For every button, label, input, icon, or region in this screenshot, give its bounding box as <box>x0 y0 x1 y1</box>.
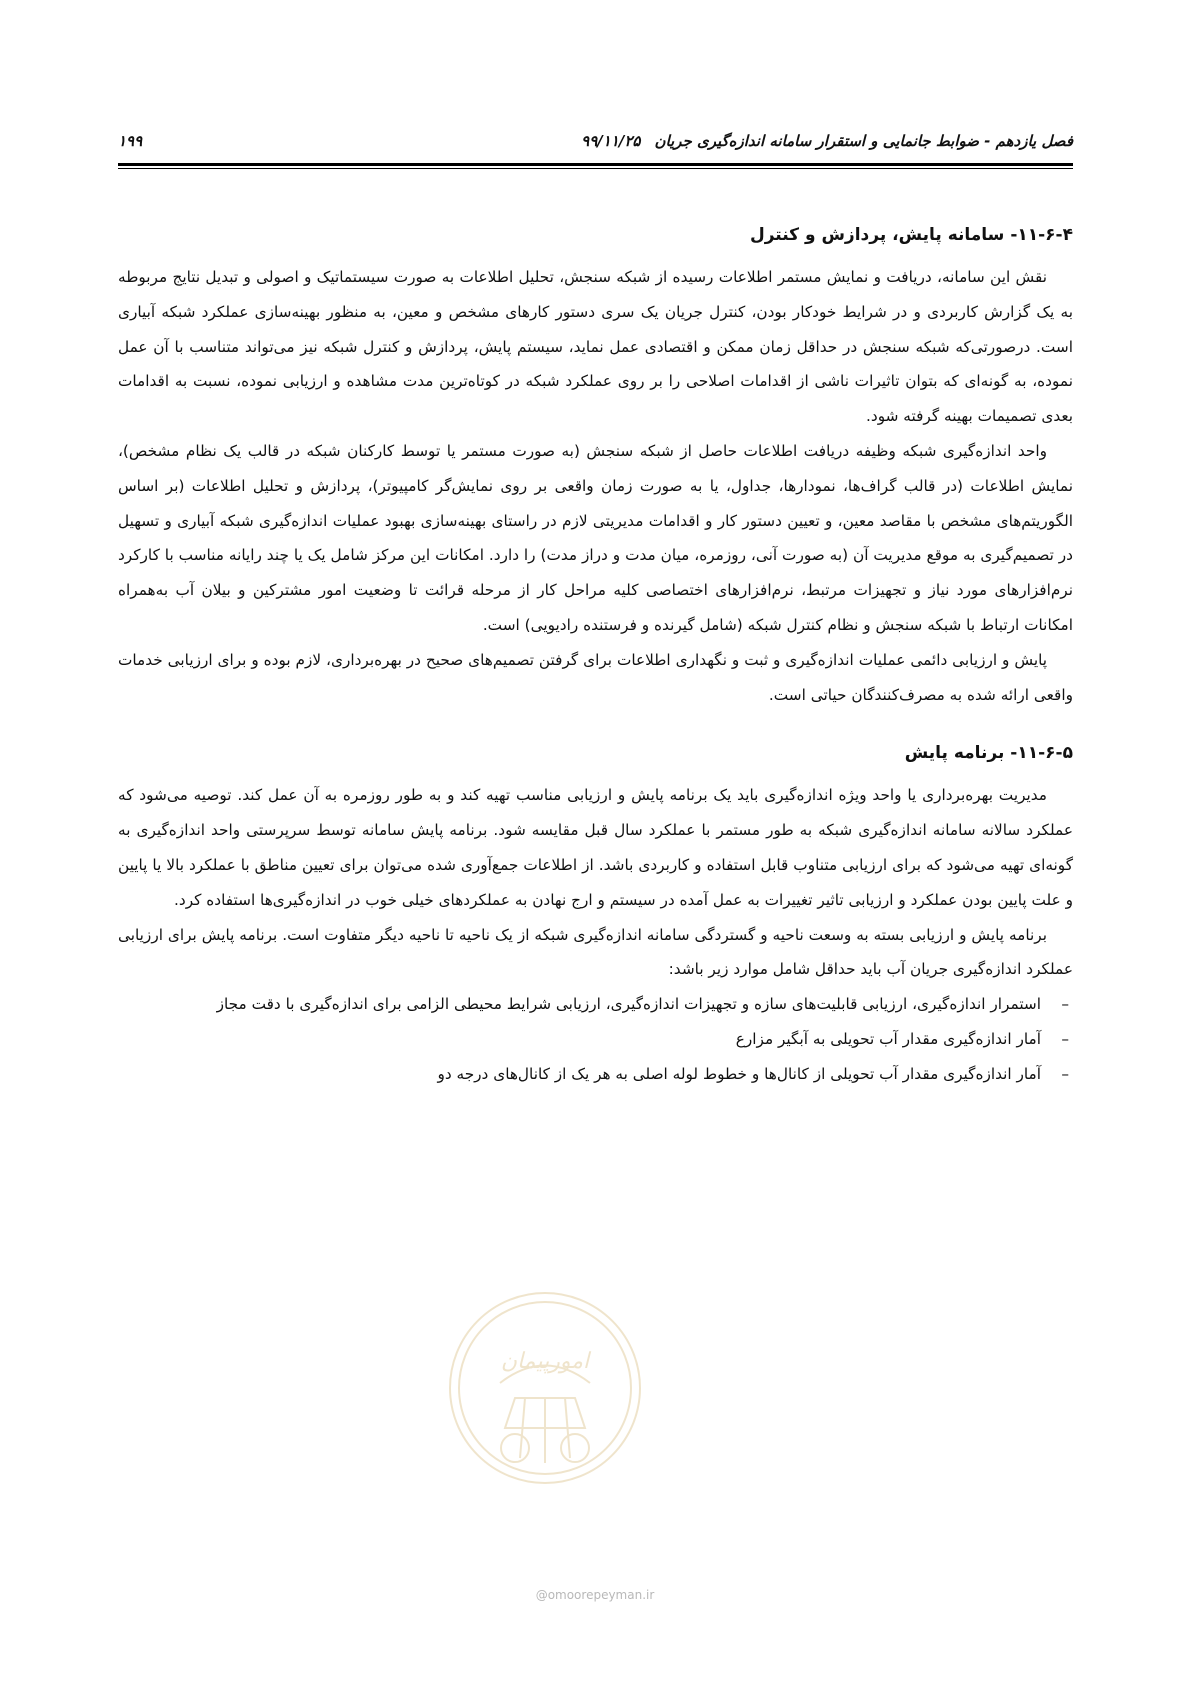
paragraph: مدیریت بهره‌برداری یا واحد ویژه اندازه‌گیری باید یک برنامه پایش و ارزیابی مناسب تهیه کند و به طور روزمره به آن عمل کند. توصیه می‌شود که عملکرد سالانه سامانه اندازه‌گیری شبکه به طور مستمر با عملکرد سال قبل مقایسه شود. برنامه پایش سامانه توسط سرپرستی واحد اندازه‌گیری به گونه‌ای تهیه می‌شود که برای ارزیابی متناوب قابل استفاده و کاربردی باشد. از اطلاعات جمع‌آوری شده می‌توان برای تعیین مناطق با عملکرد بالا یا پایین و علت پایین بودن عملکرد و ارزیابی تاثیر تغییرات به عمل آمده در سیستم و ارج نهادن به عملکردهای خیلی خوب در اندازه‌گیری‌ها استفاده کرد. <box>118 786 1073 909</box>
bullet-list <box>118 987 1073 1091</box>
list-item <box>118 1022 1073 1057</box>
paragraph: پایش و ارزیابی دائمی عملیات اندازه‌گیری و ثبت و نگهداری اطلاعات برای گرفتن تصمیم‌های صحیح در بهره‌برداری، لازم بوده و برای ارزیابی خدمات واقعی ارائه شده به مصرف‌کنندگان حیاتی است. <box>118 650 1073 704</box>
header-divider <box>118 163 1073 169</box>
section-heading-monitoring-program: ۱۱-۶-۵- برنامه پایش <box>904 743 1073 764</box>
chapter-title <box>581 132 1073 150</box>
watermark-logo-text: امورپیمان <box>500 1349 590 1374</box>
page-header <box>118 132 1073 160</box>
paragraph: نقش این سامانه، دریافت و نمایش مستمر اطلاعات رسیده از شبکه سنجش، تحلیل اطلاعات به صورت سیستماتیک و اصولی و تبدیل نتایج مربوطه به یک گزارش کاربردی و در شرایط خودکار بودن، کنترل جریان یک سری دستور کارهای مشخص و معین، به منظور بهینه‌سازی عملکرد شبکه آبیاری است. درصورتی‌که شبکه سنجش در حداقل زمان ممکن و اقتصادی عمل نماید، سیستم پایش، پردازش و کنترل شبکه نیز می‌تواند متناسب با آن عمل نموده، به گونه‌ای که بتوان تاثیرات ناشی از اقدامات اصلاحی را بر روی عملکرد شبکه در کوتاه‌ترین مدت مشاهده و ارزیابی نموده، نسبت به اقدامات بعدی تصمیمات بهینه گرفته شود. <box>118 268 1073 426</box>
header-date: ۹۹/۱۱/۲۵ <box>581 132 641 150</box>
page-number: ۱۹۹ <box>118 132 143 150</box>
list-item-text: آمار اندازه‌گیری مقدار آب تحویلی از کانال‌ها و خطوط لوله اصلی به هر یک از کانال‌های درجه دو <box>437 1064 1041 1083</box>
list-item-text: آمار اندازه‌گیری مقدار آب تحویلی به آبگیر مزارع <box>735 1029 1041 1048</box>
watermark-url: @omoorepeyman.ir <box>535 1588 655 1602</box>
paragraph: واحد اندازه‌گیری شبکه وظیفه دریافت اطلاعات حاصل از شبکه سنجش (به صورت مستمر یا توسط کارکنان شبکه در قالب یک نظام مشخص)، نمایش اطلاعات (در قالب گراف‌ها، نمودارها، جداول، یا به صورت زمان واقعی بر روی نمایش‌گر کامپیوتر)، پردازش و تحلیل اطلاعات (بر اساس الگوریتم‌های مشخص با مقاصد معین، و تعیین دستور کار و اقدامات مدیریتی لازم در راستای بهینه‌سازی بهبود عملیات اندازه‌گیری شبکه آبیاری و تسهیل در تصمیم‌گیری به موقع مدیریت آن (به صورت آنی، روزمره، میان مدت و دراز مدت) را دارد. امکانات این مرکز شامل یک یا چند رایانه مناسب با کارکرد نرم‌افزارهای مورد نیاز و تجهیزات مرتبط، نرم‌افزارهای اختصاصی کلیه مراحل کار از مرحله قرائت تا وضعیت امور مشترکین و بیلان آب به‌همراه امکانات ارتباط با شبکه سنجش و نظام کنترل شبکه (شامل گیرنده و فرستنده رادیویی) است. <box>118 441 1073 634</box>
watermark-logo-icon <box>445 1288 645 1488</box>
section-heading-monitoring-system: ۱۱-۶-۴- سامانه پایش، پردازش و کنترل <box>749 225 1073 245</box>
list-item <box>118 1057 1073 1092</box>
bullet-dash: – <box>1061 1064 1069 1083</box>
list-item-text: استمرار اندازه‌گیری، ارزیابی قابلیت‌های سازه و تجهیزات اندازه‌گیری، ارزیابی شرایط محیطی الزامی برای اندازه‌گیری با دقت مجاز <box>216 995 1041 1014</box>
list-item <box>118 987 1073 1022</box>
chapter-title-text: فصل یازدهم - ضوابط جانمایی و استقرار سامانه اندازه‌گیری جریان <box>654 132 1073 150</box>
paragraph: برنامه پایش و ارزیابی بسته به وسعت ناحیه و گستردگی سامانه اندازه‌گیری شبکه از یک ناحیه تا ناحیه دیگر متفاوت است. برنامه پایش برای ارزیابی عملکرد اندازه‌گیری جریان آب باید حداقل شامل موارد زیر باشد: <box>118 925 1073 979</box>
bullet-dash: – <box>1061 995 1069 1014</box>
bullet-dash: – <box>1061 1029 1069 1048</box>
document-body <box>118 218 1073 1092</box>
